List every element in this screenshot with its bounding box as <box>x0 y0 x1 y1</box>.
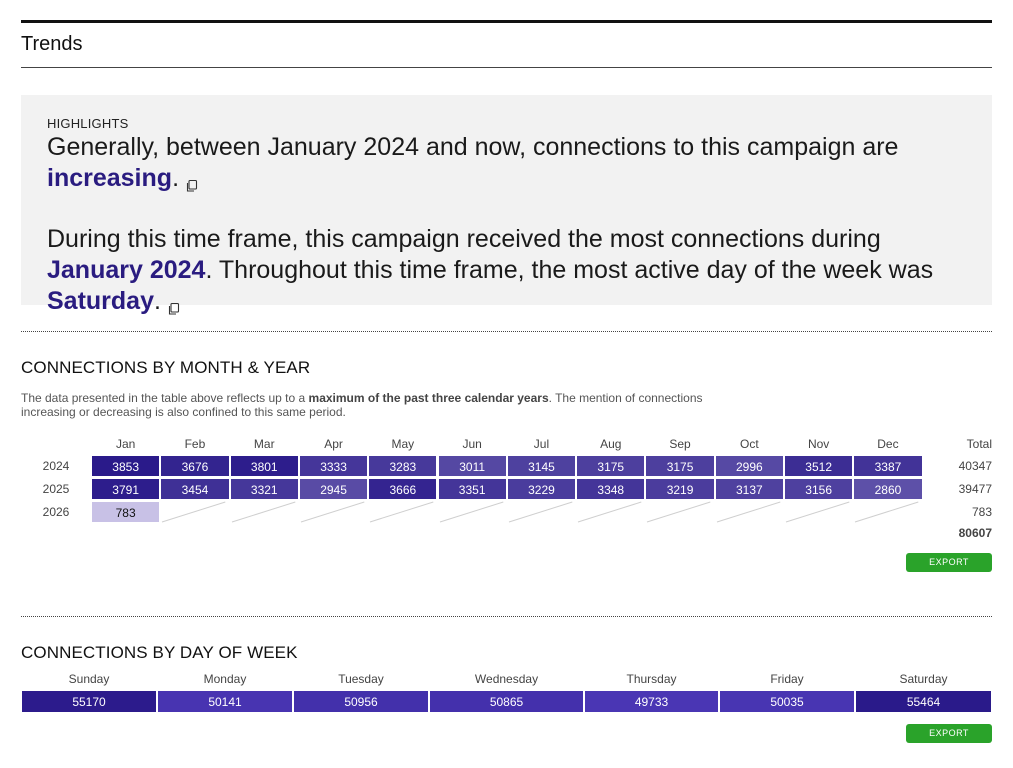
highlight-trend-text <box>47 132 972 194</box>
month-cell-2025-jul: 3229 <box>507 478 576 500</box>
column-header-jan: Jan <box>115 437 136 451</box>
year-label: 2024 <box>42 459 70 473</box>
dow-header-thursday: Thursday <box>626 672 677 686</box>
empty-cell-2026-nov <box>784 501 853 523</box>
section-divider <box>21 331 992 332</box>
peak-text-before: During this time frame, this campaign received the most connections during <box>47 225 881 253</box>
month-section-title: CONNECTIONS BY MONTH & YEAR <box>21 358 311 377</box>
export-dow-button[interactable]: EXPORT <box>906 724 992 743</box>
row-total-2025: 39477 <box>958 482 992 496</box>
month-cell-2025-nov: 3156 <box>784 478 853 500</box>
dow-header-tuesday: Tuesday <box>338 672 384 686</box>
month-cell-2024-apr: 3333 <box>299 455 368 477</box>
peak-text-middle: . Throughout this time frame, the most active day of the week was <box>205 256 934 284</box>
empty-cell-2026-sep <box>645 501 714 523</box>
dow-header-friday: Friday <box>770 672 804 686</box>
dow-section-title: CONNECTIONS BY DAY OF WEEK <box>21 643 298 662</box>
month-cell-2024-jan: 3853 <box>91 455 160 477</box>
title-rule <box>21 67 992 68</box>
dow-cell-tuesday: 50956 <box>293 690 429 713</box>
dow-cell-thursday: 49733 <box>584 690 719 713</box>
peak-text-after: . <box>153 287 161 315</box>
empty-cell-2026-oct <box>715 501 784 523</box>
month-cell-2025-apr: 2945 <box>299 478 368 500</box>
month-cell-2024-may: 3283 <box>368 455 437 477</box>
month-cell-2024-jun: 3011 <box>438 455 507 477</box>
column-header-dec: Dec <box>877 437 899 451</box>
note-text-bold: maximum of the past three calendar years <box>308 391 549 405</box>
year-label: 2026 <box>42 505 70 519</box>
month-cell-2024-feb: 3676 <box>160 455 229 477</box>
month-cell-2025-feb: 3454 <box>160 478 229 500</box>
grand-total: 80607 <box>958 526 992 540</box>
month-cell-2025-jun: 3351 <box>438 478 507 500</box>
month-cell-2025-dec: 2860 <box>853 478 922 500</box>
dow-header-wednesday: Wednesday <box>474 672 539 686</box>
empty-cell-2026-may <box>368 501 437 523</box>
dow-cell-monday: 50141 <box>157 690 293 713</box>
empty-cell-2026-jul <box>507 501 576 523</box>
month-cell-2025-mar: 3321 <box>230 478 299 500</box>
column-header-mar: Mar <box>253 437 275 451</box>
note-text-after: . The mention of connections increasing or decreasing is also confined to this same period. <box>21 391 703 419</box>
empty-cell-2026-dec <box>853 501 922 523</box>
month-cell-2026-jan: 783 <box>91 501 160 523</box>
month-section-note <box>21 391 721 419</box>
dow-cell-saturday: 55464 <box>855 690 992 713</box>
row-total-2024: 40347 <box>958 459 992 473</box>
dow-cell-wednesday: 50865 <box>429 690 584 713</box>
trend-text-after: . <box>172 164 180 192</box>
column-header-apr: Apr <box>324 437 343 451</box>
column-header-may: May <box>391 437 415 451</box>
month-cell-2024-mar: 3801 <box>230 455 299 477</box>
month-cell-2024-dec: 3387 <box>853 455 922 477</box>
row-total-2026: 783 <box>971 505 992 519</box>
month-cell-2024-nov: 3512 <box>784 455 853 477</box>
export-month-button[interactable]: EXPORT <box>906 553 992 572</box>
column-header-aug: Aug <box>600 437 622 451</box>
column-header-sep: Sep <box>669 437 691 451</box>
copy-icon[interactable] <box>167 293 181 307</box>
month-cell-2025-aug: 3348 <box>576 478 645 500</box>
highlight-peak-text <box>47 224 972 317</box>
peak-month-value: January 2024 <box>47 256 206 284</box>
dow-cell-sunday: 55170 <box>21 690 157 713</box>
top-rule <box>21 20 992 23</box>
page-title: Trends <box>21 33 83 55</box>
month-cell-2025-sep: 3219 <box>645 478 714 500</box>
empty-cell-2026-mar <box>230 501 299 523</box>
copy-icon[interactable] <box>185 170 199 184</box>
empty-cell-2026-apr <box>299 501 368 523</box>
empty-cell-2026-jun <box>438 501 507 523</box>
year-label: 2025 <box>42 482 70 496</box>
section-divider <box>21 616 992 617</box>
empty-cell-2026-aug <box>576 501 645 523</box>
table-row-2026 <box>21 501 992 523</box>
peak-day-value: Saturday <box>47 287 154 315</box>
column-header-jun: Jun <box>462 437 482 451</box>
table-header-row <box>21 435 992 453</box>
month-cell-2025-may: 3666 <box>368 478 437 500</box>
dow-header-monday: Monday <box>203 672 247 686</box>
dow-cell-friday: 50035 <box>719 690 855 713</box>
column-header-oct: Oct <box>740 437 759 451</box>
column-header-total: Total <box>966 437 992 451</box>
month-cell-2024-sep: 3175 <box>645 455 714 477</box>
month-cell-2024-jul: 3145 <box>507 455 576 477</box>
column-header-jul: Jul <box>533 437 550 451</box>
trend-value: increasing <box>47 164 173 192</box>
empty-cell-2026-feb <box>160 501 229 523</box>
month-cell-2025-oct: 3137 <box>715 478 784 500</box>
table-row-2024 <box>21 455 992 477</box>
month-cell-2025-jan: 3791 <box>91 478 160 500</box>
trend-text-before: Generally, between January 2024 and now, connections to this campaign are <box>47 133 899 161</box>
dow-header-saturday: Saturday <box>899 672 948 686</box>
column-header-feb: Feb <box>184 437 206 451</box>
dow-header-sunday: Sunday <box>68 672 110 686</box>
note-text-before: The data presented in the table above reflects up to a <box>21 391 309 405</box>
highlights-label: HIGHLIGHTS <box>47 116 129 131</box>
month-cell-2024-oct: 2996 <box>715 455 784 477</box>
highlights-panel <box>21 95 992 315</box>
column-header-nov: Nov <box>807 437 830 451</box>
table-row-2025 <box>21 478 992 500</box>
month-cell-2024-aug: 3175 <box>576 455 645 477</box>
